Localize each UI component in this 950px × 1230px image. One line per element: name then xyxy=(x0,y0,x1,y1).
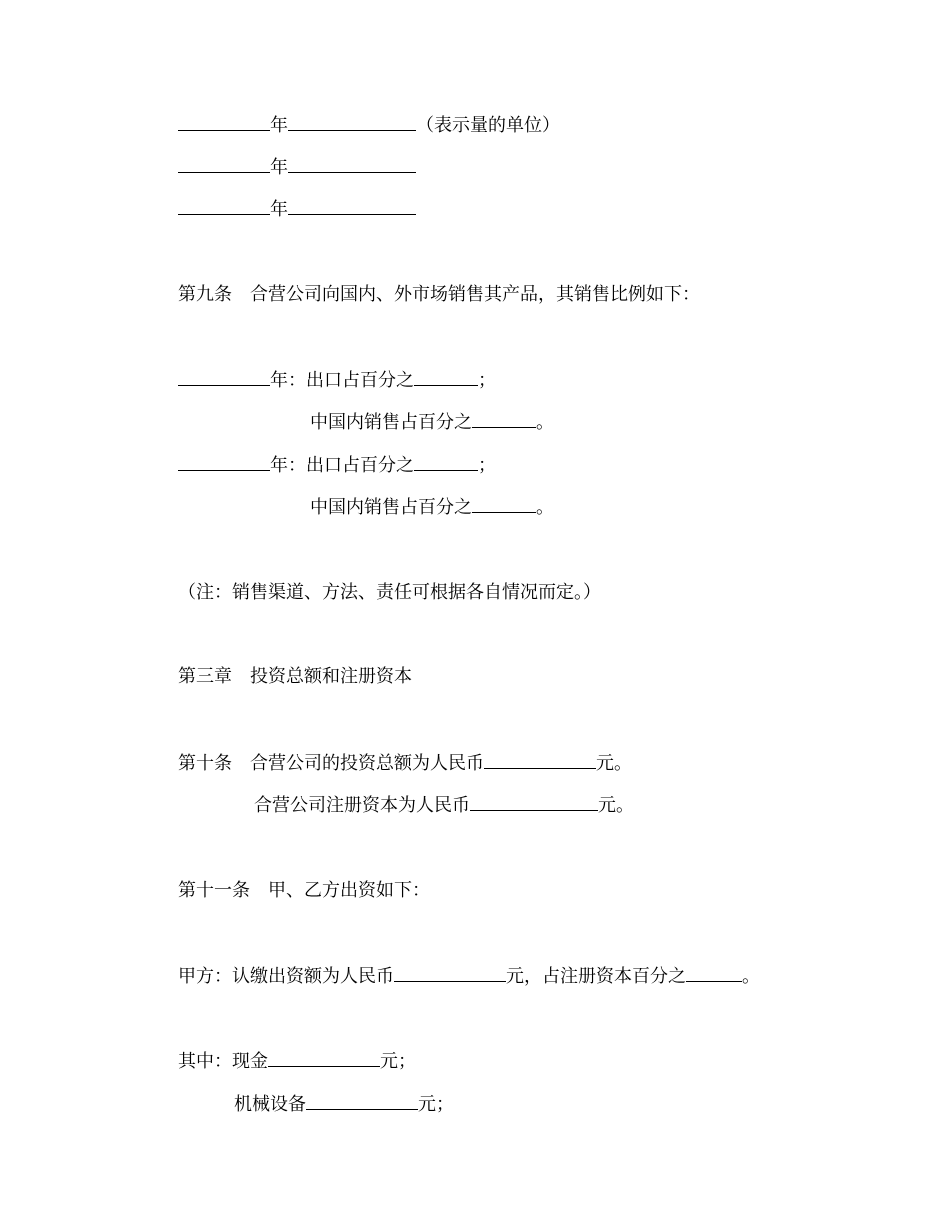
party-a-amount-blank xyxy=(394,964,506,982)
punct: ； xyxy=(478,370,496,391)
cash-line xyxy=(178,1049,416,1073)
article-11-heading xyxy=(178,879,430,903)
sales-year-1-export xyxy=(178,368,496,392)
export-label: 年：出口占百分之 xyxy=(270,370,414,391)
production-line-3 xyxy=(178,197,416,221)
article-10-line-1 xyxy=(178,751,632,775)
punct: 。 xyxy=(536,497,554,518)
punct: ； xyxy=(478,455,496,476)
chapter-3-heading xyxy=(178,665,412,689)
sales-year-2-domestic xyxy=(310,495,554,519)
year-label: 年 xyxy=(270,157,288,178)
sales-year-1-domestic xyxy=(310,410,554,434)
year-blank xyxy=(178,113,270,131)
equipment-label: 机械设备 xyxy=(234,1094,306,1115)
equipment-line xyxy=(234,1092,454,1116)
sales-note: （注：销售渠道、方法、责任可根据各自情况而定。） xyxy=(178,582,601,603)
cash-label: 其中：现金 xyxy=(178,1051,268,1072)
production-line-2 xyxy=(178,155,416,179)
party-a-label: 甲方：认缴出资额为人民币 xyxy=(178,966,394,987)
domestic-label: 中国内销售占百分之 xyxy=(310,412,472,433)
cash-amount-blank xyxy=(268,1049,380,1067)
registered-capital-label: 合营公司注册资本为人民币 xyxy=(254,795,470,816)
punct: 。 xyxy=(536,412,554,433)
article-10-line-2 xyxy=(254,793,634,817)
export-percent-blank xyxy=(414,368,478,386)
production-line-1 xyxy=(178,113,560,137)
article-text: 甲、乙方出资如下： xyxy=(268,880,430,901)
year-blank xyxy=(178,197,270,215)
domestic-percent-blank xyxy=(472,410,536,428)
equipment-amount-blank xyxy=(306,1092,418,1110)
currency-unit: 元。 xyxy=(596,753,632,774)
domestic-percent-blank xyxy=(472,495,536,513)
investment-label: 合营公司的投资总额为人民币 xyxy=(250,753,484,774)
investment-amount-blank xyxy=(484,751,596,769)
party-a-middle: 元，占注册资本百分之 xyxy=(506,966,686,987)
export-label: 年：出口占百分之 xyxy=(270,455,414,476)
currency-unit: 元； xyxy=(418,1094,454,1115)
article-label: 第十条 xyxy=(178,753,232,774)
party-a-contribution xyxy=(178,964,760,988)
quantity-blank xyxy=(288,155,416,173)
sales-year-2-export xyxy=(178,453,496,477)
registered-capital-blank xyxy=(470,793,598,811)
year-blank xyxy=(178,368,270,386)
party-a-percent-blank xyxy=(686,964,742,982)
chapter-title: 投资总额和注册资本 xyxy=(250,666,412,687)
quantity-blank xyxy=(288,197,416,215)
punct: 。 xyxy=(742,966,760,987)
chapter-label: 第三章 xyxy=(178,666,232,687)
currency-unit: 元。 xyxy=(598,795,634,816)
year-blank xyxy=(178,155,270,173)
year-label: 年 xyxy=(270,115,288,136)
currency-unit: 元； xyxy=(380,1051,416,1072)
export-percent-blank xyxy=(414,453,478,471)
article-label: 第十一条 xyxy=(178,880,250,901)
unit-note: （表示量的单位） xyxy=(416,115,560,136)
year-blank xyxy=(178,453,270,471)
article-text: 合营公司向国内、外市场销售其产品，其销售比例如下： xyxy=(250,284,700,305)
article-label: 第九条 xyxy=(178,284,232,305)
year-label: 年 xyxy=(270,199,288,220)
quantity-blank xyxy=(288,113,416,131)
article-9-heading xyxy=(178,283,700,307)
domestic-label: 中国内销售占百分之 xyxy=(310,497,472,518)
